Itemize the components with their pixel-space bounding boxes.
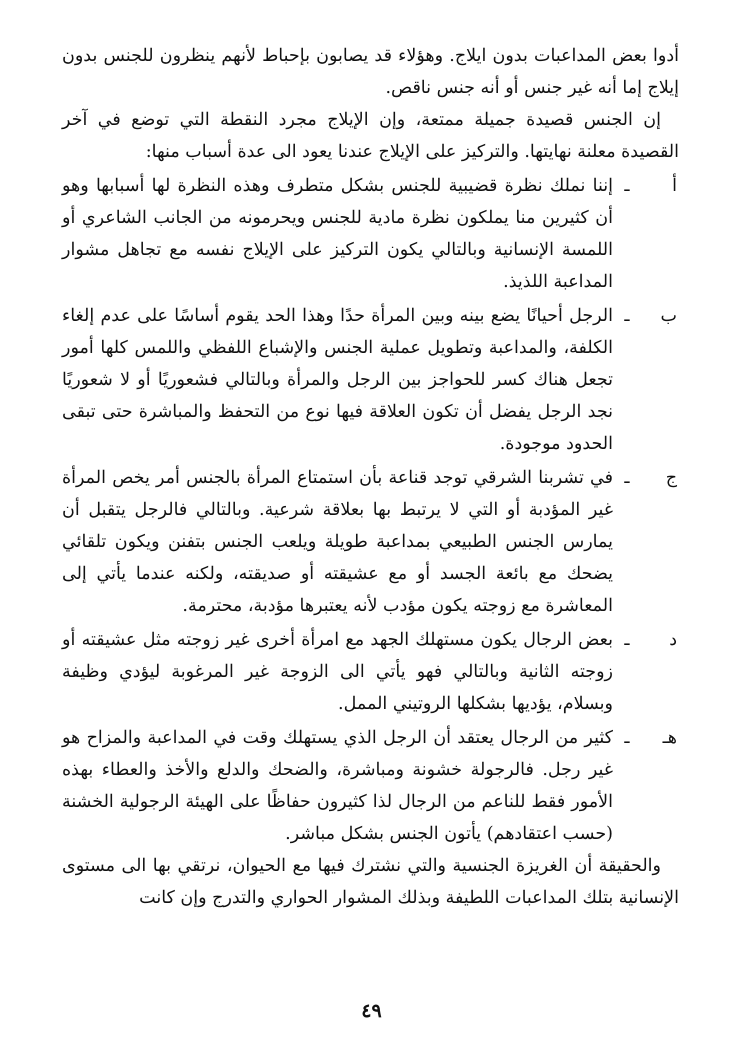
list-item (62, 170, 679, 298)
paragraph-conclusion: والحقيقة أن الغريزة الجنسية والتي نشترك فيها مع الحيوان، نرتقي بها الى مستوى الإنسانية بتلك المداعبات اللطيفة وبذلك المشوار الحواري والتدرج وإن كانت (62, 856, 679, 908)
list-item-text: إننا نملك نظرة قضيبية للجنس بشكل متطرف وهذه النظرة لها أسبابها وهو أن كثيرين منا يملكون نظرة مادية للجنس ويحرمونه من الجانب الشاعري أو اللمسة الإنسانية وبالتالي يكون التركيز على الإيلاج نفسه مع تجاهل مشوار المداعبة اللذيذ. (62, 176, 613, 292)
list-letter: ب (660, 306, 677, 326)
list-letter: هـ (662, 728, 677, 748)
list-dash: ـ (624, 728, 630, 748)
paragraph-intro: أدوا بعض المداعبات بدون ايلاج. وهؤلاء قد يصابون بإحباط لأنهم ينظرون للجنس بدون إيلاج إما أنه غير جنس أو أنه جنس ناقص. (62, 46, 679, 98)
paragraph-reasons-intro: إن الجنس قصيدة جميلة ممتعة، وإن الإيلاج مجرد النقطة التي توضع في آخر القصيدة معلنة نهايتها. والتركيز على الإيلاج عندنا يعود الى عدة أسباب منها: (62, 110, 679, 162)
list-item (62, 300, 679, 460)
list-item (62, 624, 679, 720)
page-number: ٤٩ (361, 1000, 382, 1022)
list-dash: ـ (624, 176, 630, 196)
list-marker (613, 170, 679, 202)
list-item-text: كثير من الرجال يعتقد أن الرجل الذي يستهلك وقت في المداعبة والمزاح هو غير رجل. فالرجولة خشونة ومباشرة، والضحك والدلع والأخذ والعطاء بهذه الأمور فقط للناعم من الرجال لذا كثيرون حفاظًا على الهيئة الرجولية الخشنة (حسب اعتقادهم) يأتون الجنس بشكل مباشر. (62, 728, 613, 844)
list-marker (613, 624, 679, 656)
list-letter: د (669, 630, 677, 650)
list-marker (613, 722, 679, 754)
list-item-text: الرجل أحيانًا يضع بينه وبين المرأة حدًا وهذا الحد يقوم أساسًا على عدم إلغاء الكلفة، والمداعبة وتطويل عملية الجنس والإشباع اللفظي واللمس كلها أمور تجعل هناك كسر للحواجز بين الرجل والمرأة وبالتالي فشعوريًا أو لا شعوريًا نجد الرجل يفضل أن تكون العلاقة فيها نوع من التحفظ والمباشرة حتى تبقى الحدود موجودة. (62, 306, 613, 454)
list-marker (613, 462, 679, 494)
list-letter: أ (672, 176, 677, 196)
list-dash: ـ (624, 306, 630, 326)
list-item (62, 462, 679, 622)
list-marker (613, 300, 679, 332)
list-letter: ج (665, 468, 677, 488)
list-item-text: بعض الرجال يكون مستهلك الجهد مع امرأة أخرى غير زوجته مثل عشيقته أو زوجته الثانية وبالتالي فهو يأتي الى الزوجة غير المرغوبة ليؤدي وظيفة وبسلام، يؤديها بشكلها الروتيني الممل. (62, 630, 613, 714)
list-item-text: في تشربنا الشرقي توجد قناعة بأن استمتاع المرأة بالجنس أمر يخص المرأة غير المؤدبة أو التي لا يرتبط بها بعلاقة شرعية. وبالتالي فالرجل يتقبل أن يمارس الجنس الطبيعي بمداعبة طويلة ويلعب الجنس بتفنن ويكون تلقائي يضحك مع بائعة الجسد أو مع عشيقته أو صديقته، ولكنه عندما يأتي إلى المعاشرة مع زوجته يكون مؤدب لأنه يعتبرها مؤدبة، محترمة. (62, 468, 613, 616)
list-dash: ـ (624, 630, 630, 650)
reasons-list (62, 170, 679, 850)
list-item (62, 722, 679, 850)
list-dash: ـ (624, 468, 630, 488)
